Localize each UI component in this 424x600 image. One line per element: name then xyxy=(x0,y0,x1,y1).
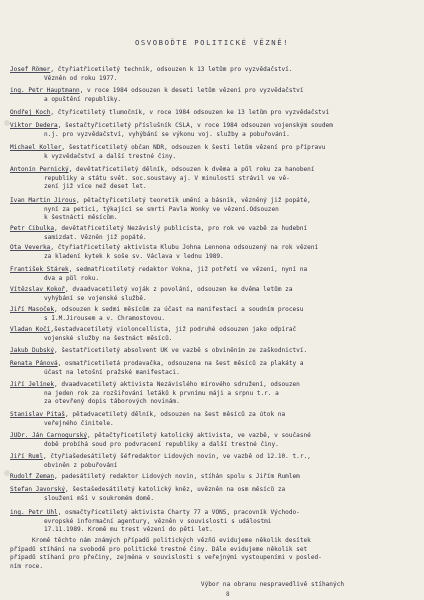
prisoner-description: nyní za petici, týkající se smrti Pavla Wonky ve vězení.Odsouzen xyxy=(44,205,279,213)
prisoner-description: obviněn z pobuřování xyxy=(44,461,118,469)
prisoner-entry-continuation xyxy=(10,462,424,471)
prisoner-entry-continuation xyxy=(10,153,424,162)
prisoner-entry-continuation xyxy=(10,131,424,140)
prisoner-entry-continuation xyxy=(10,75,424,84)
prisoner-entry xyxy=(10,411,418,420)
prisoner-description: , dvaadvacetiletý voják z povolání, odsouzen ke dvěma letům za xyxy=(65,286,293,293)
prisoner-entry xyxy=(10,197,418,206)
prisoner-entry xyxy=(10,66,418,75)
prisoner-entry xyxy=(10,432,418,441)
prisoner-name: Petr Cibulka xyxy=(10,225,55,232)
prisoner-description: , osmačtyřicetiletý aktivista Charty 77 a VONS, pracovník Východo- xyxy=(57,509,300,516)
prisoner-entry-continuation xyxy=(10,214,424,223)
prisoner-entry xyxy=(10,360,418,369)
prisoner-name: ing. Petr Uhl xyxy=(10,509,58,516)
prisoner-description: veřejného činitele. xyxy=(44,419,114,427)
prisoner-entry xyxy=(10,381,418,390)
prisoner-entry xyxy=(10,473,418,482)
prisoner-description: , čtyřiatřicetiletý technik, odsouzen k 13 letům pro vyzvědačství. xyxy=(50,66,293,73)
prisoner-name: JUDr. Ján Čarnogurský xyxy=(10,432,88,439)
prisoner-entry-continuation xyxy=(10,441,424,450)
prisoner-entry-continuation xyxy=(10,96,424,105)
prisoner-description: slouženi mší v soukromém domě. xyxy=(44,494,155,502)
prisoner-entry-continuation xyxy=(10,420,424,429)
prisoner-description: , čtyřiašedesátiletý šéfredaktor Lidových novin, ve vazbě od 12.10. t.r., xyxy=(43,453,311,460)
prisoner-description: k šestnácti měsícům. xyxy=(44,214,118,222)
prisoner-description: době probíhá soud pro podvracení republiky a další trestné činy. xyxy=(44,440,279,448)
prisoner-entry-continuation xyxy=(10,335,424,344)
prisoner-entry xyxy=(10,286,418,295)
prisoner-name: Vladan Kočí xyxy=(10,326,51,333)
prisoner-entry xyxy=(10,122,418,131)
prisoner-description: s I.M.Jirousem a v. Chramostovou. xyxy=(44,314,166,322)
prisoner-name: Jiří Ruml xyxy=(10,453,44,460)
prisoner-entry xyxy=(10,509,418,518)
prisoner-description: , devětatřicetiletý dělník, odsouzen k dvěma a půl roku za hanobení xyxy=(68,166,315,173)
prisoner-entry xyxy=(10,266,418,275)
prisoner-name: Antonín Pernický xyxy=(10,166,69,173)
prisoner-name: Štefan Javorský xyxy=(10,486,66,493)
prisoner-description: účast na letošní pražské manifestaci. xyxy=(44,368,180,376)
page-number: 8 xyxy=(226,591,230,598)
prisoner-description: , osmatřicetiletá prodavačka, odsouzena na šest měsíců za plakáty a xyxy=(57,360,304,367)
prisoner-entry-continuation xyxy=(10,206,424,215)
prisoner-name: Josef Römer xyxy=(10,66,51,73)
prisoner-description: , odsouzen k sedmi měsícům za účast na manifestaci a soudním procesu xyxy=(54,306,304,313)
prisoner-entry-continuation xyxy=(10,369,424,378)
prisoner-entry-continuation xyxy=(10,234,424,243)
prisoner-name: Michael Koller xyxy=(10,144,62,151)
prisoner-description: a opuštění republiky. xyxy=(44,95,122,103)
prisoner-name: Rudolf Zeman xyxy=(10,473,55,480)
prisoner-entry-continuation xyxy=(10,398,424,407)
prisoner-entry xyxy=(10,87,418,96)
prisoner-description: ,šestadvacetiletý violoncellista, již podruhé odsouzen jako odpírač xyxy=(50,326,297,333)
prisoner-entry xyxy=(10,306,418,315)
prisoner-description: , pětadvacetiletý dělník, odsouzen na šest měsíců za útok na xyxy=(65,411,286,418)
prisoner-entry-continuation xyxy=(10,390,424,399)
prisoner-entry xyxy=(10,326,418,335)
prisoner-description: , pětačtyřicetiletý katolický aktivista, ve vazbě, v současné xyxy=(87,432,311,439)
footer-line: případů stíhání na svobodě pro politické trestné činy. Dále evidujeme několik set xyxy=(10,545,308,553)
prisoner-entry xyxy=(10,109,418,118)
prisoner-name: Ondřej Koch xyxy=(10,109,51,116)
prisoner-name: Viktor Dedera xyxy=(10,122,58,129)
prisoner-description: republiky a státu svět. soc.soustavy aj. V minulosti strávil ve vě- xyxy=(44,174,290,182)
prisoner-description: , šestatřicetiletý absolvent UK ve vazbě s obviněním ze zaškodnictví. xyxy=(54,347,308,354)
signature-line: Výbor na obranu nespravedlivě stíhaných xyxy=(200,581,344,588)
prisoner-name: Ivan Martin Jirous xyxy=(10,197,77,204)
prisoner-description: n.j. pro vyzvědačství, vyhýbání se výkonu voj. služby a pobuřování. xyxy=(44,130,290,138)
prisoner-name: Ota Veverka xyxy=(10,244,51,251)
prisoner-entry xyxy=(10,347,418,356)
prisoner-description: , čtyřicetiletý tlumočník, v roce 1984 odsouzen ke 13 letům pro vyzvědačství xyxy=(50,109,330,116)
prisoner-entry-continuation xyxy=(10,253,424,262)
prisoner-description: , šestačtyřicetiletý příslušník ČSLA, v roce 1984 odsouzen vojenským soudem xyxy=(57,122,333,129)
prisoner-entry-continuation xyxy=(10,183,424,192)
prisoner-entry-continuation xyxy=(10,526,424,535)
prisoner-description: za kladení kytek k soše sv. Václava v lednu 1989. xyxy=(44,252,224,260)
prisoner-description: 17.11.1989. Kromě mu trest vězení do pěti let. xyxy=(44,526,213,534)
prisoner-entry-continuation xyxy=(10,495,424,504)
prisoner-entry-continuation xyxy=(10,518,424,527)
prisoner-description: , v roce 1984 odsouzen k deseti letům vězení pro vyzvědačství xyxy=(79,87,304,94)
prisoner-name: ing. Petr Hauptmann xyxy=(10,87,80,94)
prisoner-description: , devětatřicetiletý Nezávislý publicista, pro rok ve vazbě za hudební xyxy=(54,225,308,232)
prisoner-description: , pětačtyřicetiletý teoretik umění a básník, vězněný již popáté, xyxy=(76,197,311,204)
prisoner-entry xyxy=(10,486,418,495)
prisoner-description: , šestašedesátiletý katolický kněz, uvězněn na osm měsíců za xyxy=(65,486,286,493)
prisoner-description: , čtyřiatřicetiletý aktivista Klubu Johna Lennona odsouzený na rok vězení xyxy=(50,244,319,251)
footer-line: Kromě těchto nám známých případů politických vězňů evidujeme několik desítek xyxy=(32,537,311,544)
prisoner-entry xyxy=(10,244,418,253)
prisoner-name: František Stárek xyxy=(10,266,69,273)
footer-line: ním roce. xyxy=(10,562,44,570)
prisoner-description: k vyzvědačství a další trestné činy. xyxy=(44,152,177,160)
document-title: OSVOBOĎTE POLITICKÉ VĚZNĚ! xyxy=(134,38,290,47)
prisoner-description: , šestatřicetiletý občan NDR, odsouzen k šesti letům vězení pro přípravu xyxy=(61,144,326,151)
prisoner-description: Vězněn od roku 1977. xyxy=(44,74,118,82)
prisoner-entry-continuation xyxy=(10,315,424,324)
prisoner-description: , padesátiletý redaktor Lidových novin, stíhán spolu s Jiřím Rumlem xyxy=(54,473,300,480)
prisoner-entry xyxy=(10,144,418,153)
prisoner-name: Vítězslav Kokoř xyxy=(10,286,66,293)
prisoner-name: Renata Pánová xyxy=(10,360,58,367)
prisoner-description: na jeden rok za rozšiřování letáků k prvnímu máji a srpnu t.r. a xyxy=(44,389,279,397)
prisoner-description: vojenské služby na šestnáct měsíců. xyxy=(44,334,173,342)
prisoner-name: Stanislav Pitaš xyxy=(10,411,66,418)
prisoner-entry-continuation xyxy=(10,295,424,304)
prisoner-description: evropské informační agentury, vězněn v souvislosti s událostmi xyxy=(44,517,272,525)
prisoner-entry xyxy=(10,166,418,175)
prisoner-name: Jiří Masoček xyxy=(10,306,55,313)
prisoner-name: Jiří Jelínek xyxy=(10,381,55,388)
prisoner-description: , sedmatřicetiletý redaktor Vokna, již potřetí ve vězení, nyní na xyxy=(68,266,308,273)
prisoner-entry-continuation xyxy=(10,175,424,184)
footer-line: případů stíhaní pro přečiny, zejména v souvislosti s veřejnými vystoupeními v posled- xyxy=(10,554,322,562)
prisoner-description: za otevřený dopis táborových novinám. xyxy=(44,398,180,406)
prisoner-description: dva a půl roku. xyxy=(44,274,100,282)
prisoner-entry xyxy=(10,453,418,462)
prisoner-description: vyhýbání se vojenské službě. xyxy=(44,294,147,302)
prisoner-description: zení již více než deset let. xyxy=(44,183,147,191)
prisoner-entry-continuation xyxy=(10,275,424,284)
prisoner-name: Jakub Dubský xyxy=(10,347,55,354)
prisoner-description: , dvaadvacetiletý aktivista Nezávislého mírového sdružení, odsouzen xyxy=(54,381,300,388)
prisoner-description: samizdat. Vězněn již popáté. xyxy=(44,233,147,241)
prisoner-entry xyxy=(10,225,418,234)
